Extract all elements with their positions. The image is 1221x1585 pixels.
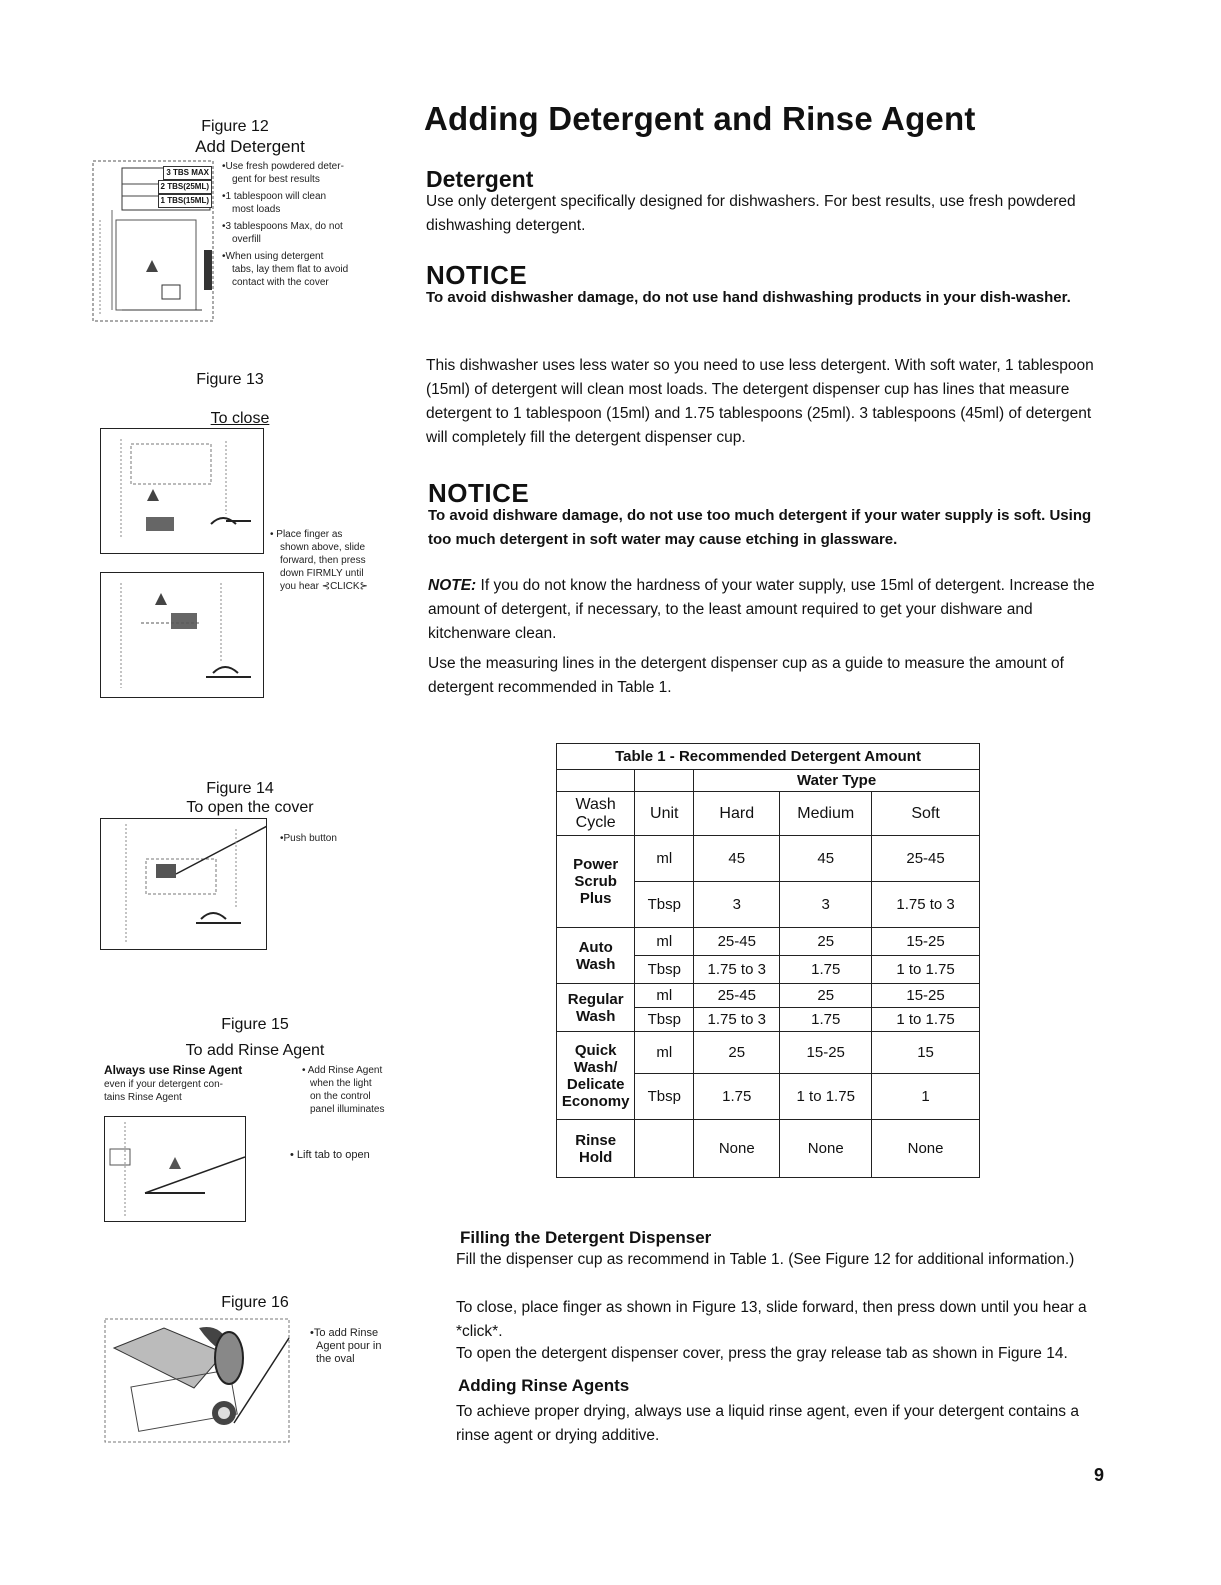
table-cell: 25 [780,984,872,1008]
figure-12-caption: Add Detergent [195,137,305,156]
figure-12-notes [222,160,392,289]
table-cell: Tbsp [635,956,694,984]
fig12-note-line: overfill [232,234,261,245]
table-cell: 25-45 [694,928,780,956]
table-cell: 15-25 [872,928,980,956]
notice-1-heading: NOTICE [426,260,528,290]
fig12-note-line: most loads [232,204,281,215]
figure-15-right-notes [302,1064,412,1116]
table-header-medium: Medium [780,792,872,836]
table-cell: 15-25 [872,984,980,1008]
table-cell: 1.75 to 3 [694,956,780,984]
figure-14-illustration [100,818,267,950]
table-header-hard: Hard [694,792,780,836]
page-number: 9 [1094,1465,1105,1485]
table-row [557,836,980,882]
table-cycle-cell: Regular Wash [557,984,635,1032]
table-header-cycle: Wash Cycle [557,792,635,836]
table-cell: 1 [872,1074,980,1120]
figure-15-caption: To add Rinse Agent [185,1042,325,1059]
fig16-note-line: Agent pour in [316,1340,382,1352]
fig12-note-line: •3 tablespoons Max, do not [222,221,343,232]
table-cell: 1.75 to 3 [694,1008,780,1032]
figure-14-note: •Push button [280,833,337,844]
fig13-note-line: down FIRMLY until [280,568,364,579]
figure-15-number: Figure 15 [221,1016,289,1033]
table-cell: None [780,1120,872,1178]
fig13-note-line: • Place finger as [270,529,343,540]
figure-12-number: Figure 12 [201,118,269,135]
figure-15-illustration [104,1116,246,1222]
fig16-note-line: the oval [316,1353,355,1365]
notice-2-heading: NOTICE [428,478,530,508]
fig15-left-line: tains Rinse Agent [104,1092,182,1103]
cup-mark-2tbs: 2 TBS(25ML) [158,180,212,194]
table-cell: ml [635,1032,694,1074]
table-header-unit: Unit [635,792,694,836]
detergent-paragraph: Use only detergent specifically designed for dishwashers. For best results, use fresh powdered dishwashing detergent. [426,193,1076,234]
fig12-note-line: •1 tablespoon will clean [222,191,327,202]
table-header-soft: Soft [872,792,980,836]
table-cell: 15 [872,1032,980,1074]
table-row [557,1120,980,1178]
fig12-note-line: contact with the cover [232,277,329,288]
notice-1-text: To avoid dishwasher damage, do not use hand dishwashing products in your dish-washer. [426,289,1071,306]
fig15-left-line: even if your detergent con- [104,1079,223,1090]
fig12-note-line: gent for best results [232,174,320,185]
table-cell: None [694,1120,780,1178]
figure-16-illustration [104,1318,290,1443]
note-paragraph [428,574,1104,646]
figure-15-left-notes [104,1078,274,1104]
table-cell: Tbsp [635,882,694,928]
detergent-paragraph-2: This dishwasher uses less water so you need to use less detergent. With soft water, 1 tablespoon (15ml) of detergent will clean most loads. The detergent dispenser cup has lines that measure detergent to 1 tablespoon (15ml) and 1.75 tablespoons (25ml). 3 tablespoons (45ml) of detergent will completely fill the detergent dispenser cup. [426,357,1094,446]
table-cell: 1.75 [694,1074,780,1120]
fig16-note-line: •To add Rinse [310,1327,379,1339]
figure-16-number: Figure 16 [221,1294,289,1311]
table-cell: 1.75 [780,956,872,984]
figure-13-number: Figure 13 [196,371,264,388]
fig15-right-line: on the control [310,1091,371,1102]
cup-mark-1tbs: 1 TBS(15ML) [158,194,212,208]
fig13-note-line: shown above, slide [280,542,366,553]
table-cell: 1 to 1.75 [780,1074,872,1120]
figure-13-illustration-bottom [100,572,264,698]
table-cell: 1.75 [780,1008,872,1032]
filling-paragraph-2: To close, place finger as shown in Figure 13, slide forward, then press down until you hear a *click*. [456,1299,1087,1340]
figure-12-cup-marks [102,166,212,208]
table-cell: 45 [780,836,872,882]
figure-16-notes [310,1327,410,1366]
table-cell: 3 [780,882,872,928]
notice-2-text: To avoid dishware damage, do not use too much detergent if your water supply is soft. Using too much detergent in soft water may cause etching in glassware. [428,507,1092,548]
rinse-paragraph: To achieve proper drying, always use a liquid rinse agent, even if your detergent contains a rinse agent or drying additive. [456,1403,1079,1444]
rinse-heading: Adding Rinse Agents [458,1376,630,1395]
filling-paragraph-1: Fill the dispenser cup as recommend in Table 1. (See Figure 12 for additional information.) [456,1251,1075,1268]
table-row [557,928,980,956]
fig12-note-line: •Use fresh powdered deter- [222,161,344,172]
filling-paragraph-3: To open the detergent dispenser cover, press the gray release tab as shown in Figure 14. [456,1345,1068,1362]
fig15-right-line: • Add Rinse Agent [302,1065,383,1076]
figure-15-tab-note: • Lift tab to open [290,1149,370,1161]
table-caption: Table 1 - Recommended Detergent Amount [557,744,980,770]
figure-13-notes [270,528,400,593]
fig13-note-line: you hear ⊰CLICK⊱ [280,581,368,592]
filling-heading: Filling the Detergent Dispenser [460,1228,712,1247]
table-cell: Tbsp [635,1008,694,1032]
cup-mark-3tbs: 3 TBS MAX [163,166,212,180]
table-blank-cell [557,770,635,792]
table-cell: 25 [780,928,872,956]
table-cycle-cell: Rinse Hold [557,1120,635,1178]
detergent-table [556,743,980,1178]
table-cell: 3 [694,882,780,928]
table-blank-cell [635,770,694,792]
fig15-right-line: when the light [310,1078,372,1089]
table-cell: ml [635,984,694,1008]
table-row [557,984,980,1008]
detergent-heading: Detergent [426,166,534,192]
fig12-note-line: tabs, lay them flat to avoid [232,264,349,275]
figure-14-number: Figure 14 [206,780,274,797]
fig13-note-line: forward, then press [280,555,366,566]
detergent-paragraph-3: Use the measuring lines in the detergent dispenser cup as a guide to measure the amount of detergent recommended in Table 1. [428,655,1064,696]
note-text: If you do not know the hardness of your water supply, use 15ml of detergent. Increase the amount of detergent, if necessary, to the least amount required to get your dishware and kitchenware clean. [428,577,1095,642]
table-cell: Tbsp [635,1074,694,1120]
table-cell: 1 to 1.75 [872,956,980,984]
table-cycle-cell: Auto Wash [557,928,635,984]
table-cycle-cell: Quick Wash/ Delicate Economy [557,1032,635,1120]
fig12-note-line: •When using detergent [222,251,324,262]
note-label: NOTE: [428,577,477,594]
table-cell: 25-45 [872,836,980,882]
table-cell [635,1120,694,1178]
table-cell: 1 to 1.75 [872,1008,980,1032]
table-row [557,1032,980,1074]
fig15-right-line: panel illuminates [310,1104,385,1115]
table-cell: ml [635,928,694,956]
table-cell: 15-25 [780,1032,872,1074]
table-cell: 25 [694,1032,780,1074]
table-cell: ml [635,836,694,882]
table-water-type: Water Type [694,770,980,792]
page-title: Adding Detergent and Rinse Agent [424,100,976,137]
figure-15-left-bold: Always use Rinse Agent [104,1063,243,1077]
table-cell: 45 [694,836,780,882]
table-cycle-cell: Power Scrub Plus [557,836,635,928]
table-cell: 1.75 to 3 [872,882,980,928]
figure-13-caption: To close [210,410,270,427]
table-cell: None [872,1120,980,1178]
figure-13-illustration-top [100,428,264,554]
figure-14-caption: To open the cover [186,799,314,816]
table-cell: 25-45 [694,984,780,1008]
